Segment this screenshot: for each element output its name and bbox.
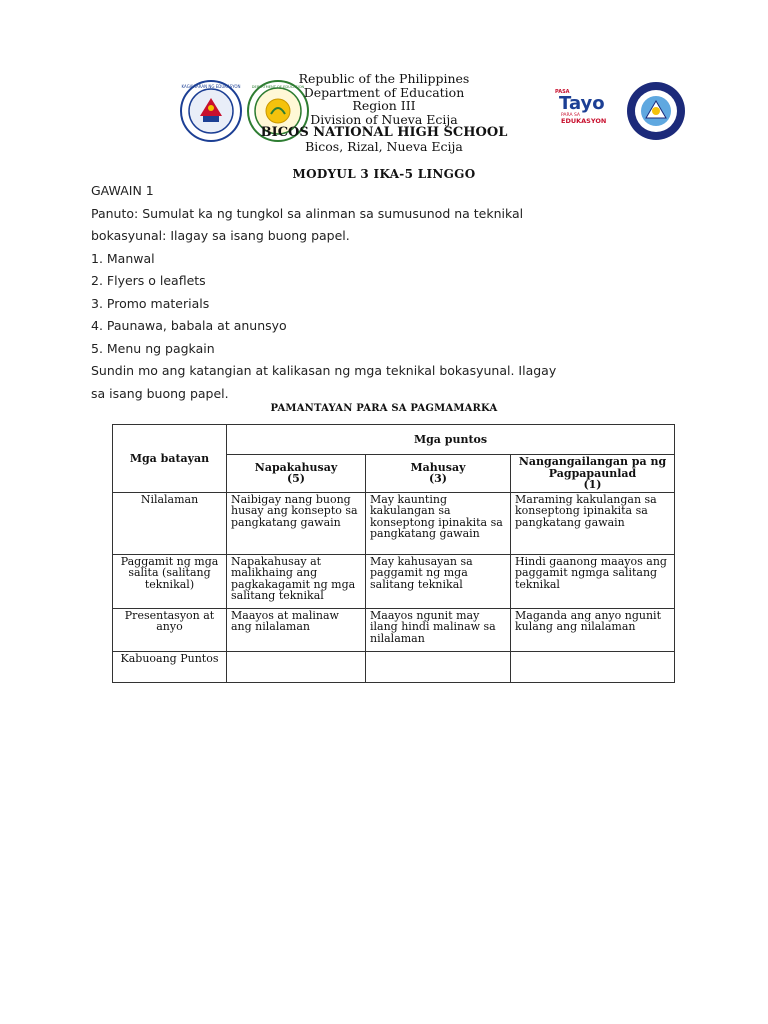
deped-seal-text: KAGAWARAN NG EDUKASYON bbox=[181, 84, 241, 89]
rubric-cell: Napakahusay at malikhaing ang pagkakagamit ng mga salitang teknikal bbox=[227, 554, 366, 608]
tayo-sub2-text: EDUKASYON bbox=[561, 117, 607, 125]
level-header-good bbox=[366, 455, 511, 493]
school-name: BICOS NATIONAL HIGH SCHOOL bbox=[260, 125, 508, 140]
level-points: (5) bbox=[286, 472, 306, 486]
rubric-cell bbox=[366, 651, 511, 682]
tayo-sub1-text: PARA SA bbox=[561, 113, 580, 118]
criterion-cell: Kabuoang Puntos bbox=[113, 651, 227, 682]
closing-line-2: sa isang buong papel. bbox=[91, 385, 229, 401]
table-row bbox=[113, 554, 675, 608]
tayo-small-text: PASA bbox=[555, 89, 570, 95]
rubric-cell: Naibigay nang buong husay ang konsepto sa pangkatang gawain bbox=[227, 492, 366, 554]
header-republic: Republic of the Philippines bbox=[298, 71, 470, 86]
rubric-table bbox=[112, 424, 675, 683]
rubric-cell: May kahusayan sa paggamit ng mga salitang teknikal bbox=[366, 554, 511, 608]
level-name: Mahusay bbox=[410, 460, 466, 474]
header-division: Division of Nueva Ecija bbox=[310, 111, 458, 127]
table-row bbox=[113, 492, 675, 554]
rubric-cell: Maraming kakulangan sa konseptong ipinakita sa pangkatang gawain bbox=[511, 492, 675, 554]
activity-section bbox=[91, 180, 691, 405]
division-seal-text: DEPARTMENT OF EDUCATION bbox=[251, 85, 305, 89]
closing-line-1: Sundin mo ang katangian at kalikasan ng mga teknikal bokasyunal. Ilagay bbox=[91, 363, 557, 378]
list-item: 4. Paunawa, babala at anunsyo bbox=[91, 318, 287, 333]
activity-title: GAWAIN 1 bbox=[91, 183, 154, 198]
level-header-excellent bbox=[227, 455, 366, 493]
rubric-cell: May kaunting kakulangan sa konseptong ipinakita sa pangkatang gawain bbox=[366, 492, 511, 554]
school-address: Bicos, Rizal, Nueva Ecija bbox=[305, 138, 463, 154]
level-name: Nangangailangan pa ng Pagpapaunlad bbox=[518, 455, 667, 480]
rubric-cell bbox=[511, 651, 675, 682]
rubric-cell: Hindi gaanong maayos ang paggamit ngmga salitang teknikal bbox=[511, 554, 675, 608]
instruction-line-2: bokasyunal: Ilagay sa isang buong papel. bbox=[91, 228, 350, 243]
document-header bbox=[0, 72, 768, 153]
instruction-line-1: Panuto: Sumulat ka ng tungkol sa alinman sa sumusunod na teknikal bbox=[91, 205, 524, 221]
criteria-header: Mga batayan bbox=[113, 425, 227, 493]
table-row bbox=[113, 651, 675, 682]
criterion-cell: Nilalaman bbox=[113, 492, 227, 554]
criterion-cell: Presentasyon at anyo bbox=[113, 608, 227, 651]
rubric-cell: Maayos ngunit may ilang hindi malinaw sa nilalaman bbox=[366, 608, 511, 651]
rubric-cell bbox=[227, 651, 366, 682]
rubric-cell: Maganda ang anyo ngunit kulang ang nilalaman bbox=[511, 608, 675, 651]
level-points: (1) bbox=[583, 478, 602, 491]
criterion-cell: Paggamit ng mga salita (salitang teknikal) bbox=[113, 554, 227, 608]
header-region: Region III bbox=[352, 98, 416, 113]
list-item: 1. Manwal bbox=[91, 250, 155, 266]
points-header: Mga puntos bbox=[227, 425, 675, 455]
rubric-title: PAMANTAYAN PARA SA PAGMAMARKA bbox=[270, 403, 498, 414]
table-row bbox=[113, 608, 675, 651]
level-header-needs-improvement bbox=[511, 455, 675, 493]
level-name: Napakahusay bbox=[254, 460, 338, 474]
list-item: 5. Menu ng pagkain bbox=[91, 340, 215, 356]
tayo-main-text: Tayo bbox=[559, 93, 605, 114]
list-item: 3. Promo materials bbox=[91, 295, 210, 311]
level-points: (3) bbox=[428, 472, 448, 486]
rubric-cell: Maayos at malinaw ang nilalaman bbox=[227, 608, 366, 651]
header-department: Department of Education bbox=[303, 84, 465, 100]
module-title: MODYUL 3 IKA-5 LINGGO bbox=[292, 167, 476, 181]
list-item: 2. Flyers o leaflets bbox=[91, 273, 206, 288]
